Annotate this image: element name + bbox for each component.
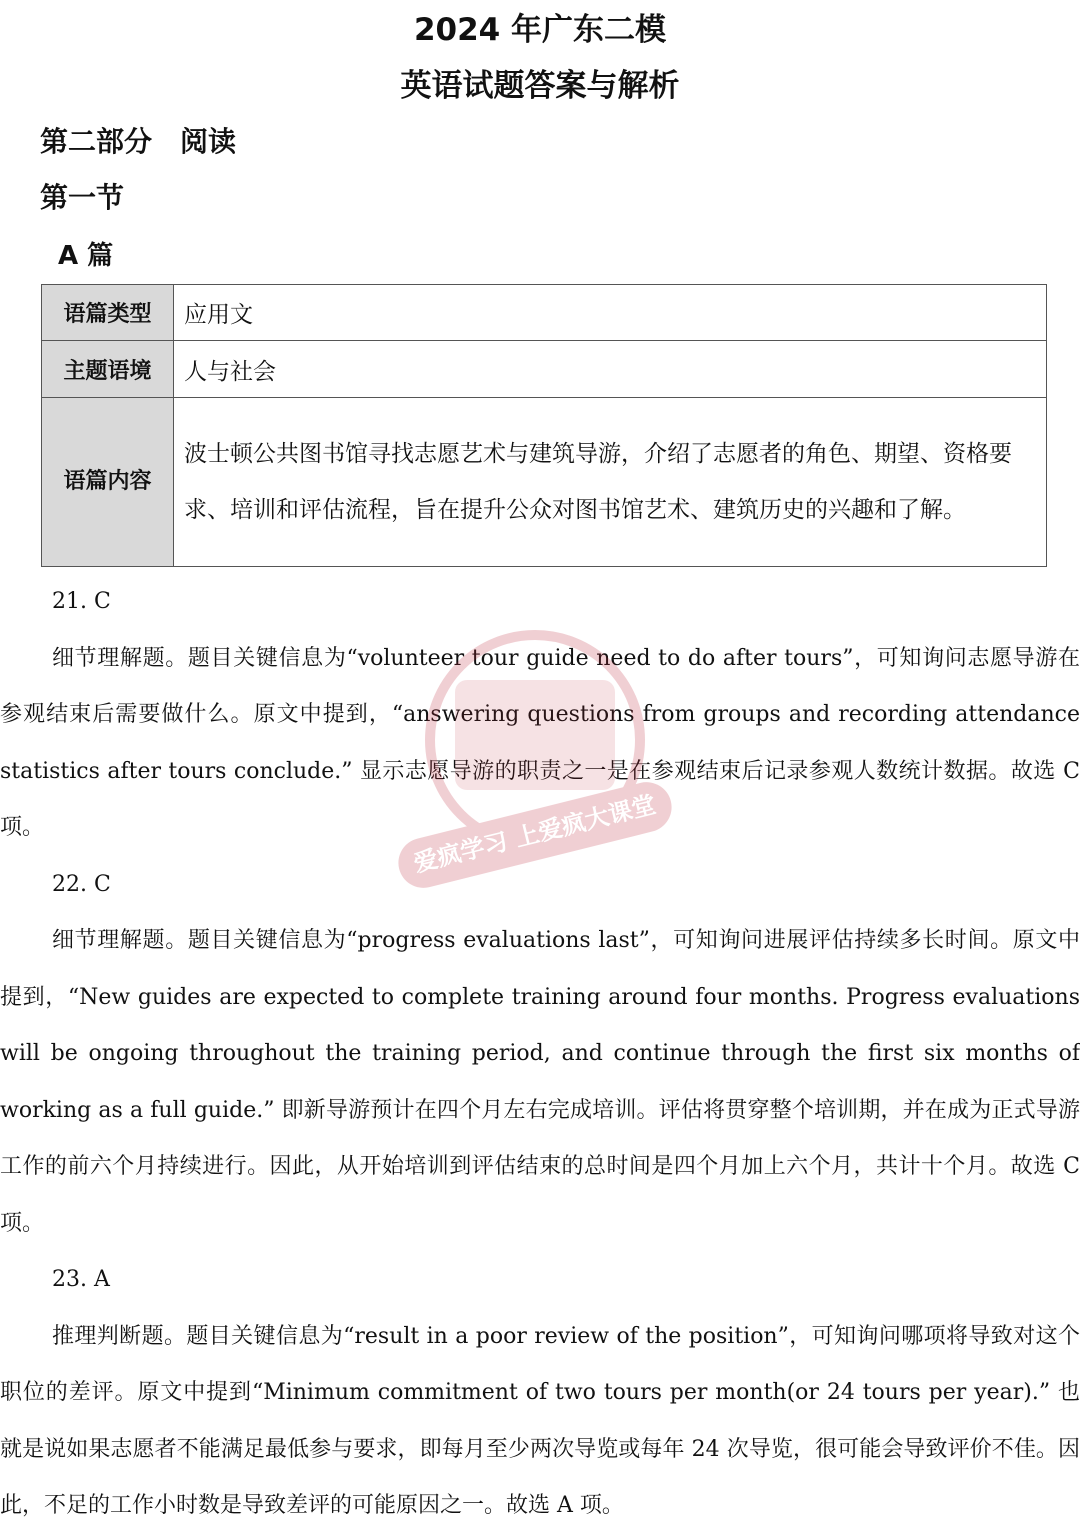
part-heading: 第二部分 阅读 [40,125,237,158]
document-subtitle: 英语试题答案与解析 [400,68,680,104]
table-row [42,398,1047,567]
passage-heading: A 篇 [58,241,114,271]
section-heading: 第一节 [40,181,125,214]
table-row [42,285,1047,341]
watermark-text: 爱疯学习 上爱疯大课堂 [410,790,659,878]
answer-explanation-22: 细节理解题。题目关键信息为“progress evaluations last”，可知询问进展评估持续多长时间。原文中提到，“New guides are expected to complete training around four months. Progress evaluations will be ongoing throughout the training period, and continue through the first six months of working as a full guide.” 即新导游预计在四个月左右完成培训。评估将贯穿整个培训期，并在成为正式导游工作的前六个月持续进行。因此，从开始培训到评估结束的总时间是四个月加上六个月，共计十个月。故选 C 项。 [0,928,1080,1236]
answer-number-23: 23. A [52,1267,110,1292]
table-row [42,341,1047,398]
answer-explanation-21: 细节理解题。题目关键信息为“volunteer tour guide need to do after tours”，可知询问志愿导游在参观结束后需要做什么。原文中提到，“answering questions from groups and recording attendance statistics after tours conclude.” 显示志愿导游的职责之一是在参观结束后记录参观人数统计数据。故选 C 项。 [0,645,1080,840]
table-key-cell: 语篇类型 [42,285,174,341]
table-value-cell: 应用文 [174,285,1047,341]
answer-number-22: 22. C [52,871,111,897]
table-value-cell: 波士顿公共图书馆寻找志愿艺术与建筑导游，介绍了志愿者的角色、期望、资格要求、培训和评估流程，旨在提升公众对图书馆艺术、建筑历史的兴趣和了解。 [174,398,1047,567]
answer-explanation-23: 推理判断题。题目关键信息为“result in a poor review of the position”，可知询问哪项将导致对这个职位的差评。原文中提到“Minimum commitment of two tours per month(or 24 tours per year).” 也就是说如果志愿者不能满足最低参与要求，即每月至少两次导览或每年 24 次导览，很可能会导致评价不佳。因此，不足的工作小时数是导致差评的可能原因之一。故选 A 项。 [0,1323,1080,1518]
table-key-cell: 主题语境 [42,341,174,398]
table-key-cell: 语篇内容 [42,398,174,567]
answer-explanations [0,574,1080,1535]
document-title: 2024 年广东二模 [413,12,667,48]
table-value-cell: 人与社会 [174,341,1047,398]
answer-number-21: 21. C [52,589,111,614]
passage-info-table [41,284,1047,567]
